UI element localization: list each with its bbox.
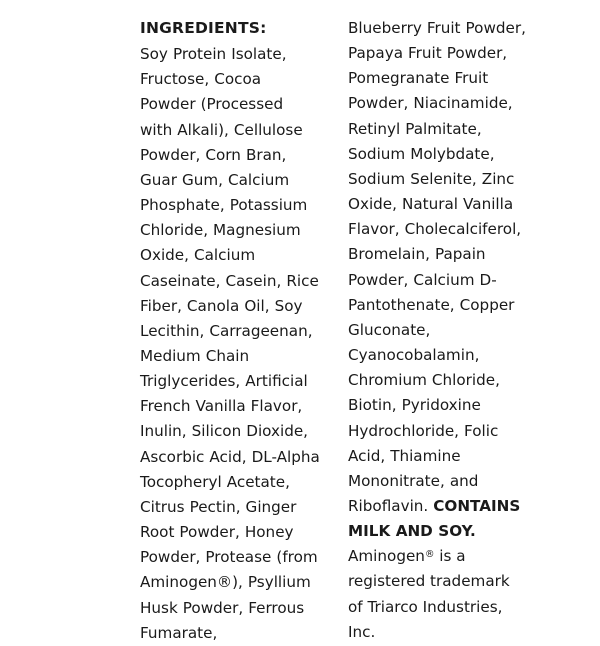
ingredients-right-text bbox=[348, 16, 528, 544]
trademark-note-rest: is a registered trademark of Triarco Industries, Inc. bbox=[348, 547, 510, 641]
ingredients-heading: INGREDIENTS: bbox=[140, 19, 267, 37]
trademark-note bbox=[348, 544, 528, 645]
left-column bbox=[140, 16, 320, 646]
registered-trademark-icon: ® bbox=[424, 549, 435, 561]
ingredients-left-text: Soy Protein Isolate, Fructose, Cocoa Powder (Processed with Alkali), Cellulose Powder, Corn Bran, Guar Gum, Calcium Phosphate, Potassium Chloride, Magnesium Oxide, Calcium Caseinate, Casein, Rice Fiber, Canola Oil, Soy Lecithin, Carrageenan, Medium Chain Triglycerides, Artificial French Vanilla Flavor, Inulin, Silicon Dioxide, Ascorbic Acid, DL-Alpha Tocopheryl Acetate, Citrus Pectin, Ginger Root Powder, Honey Powder, Protease (from Aminogen®), Psyllium Husk Powder, Ferrous Fumarate, bbox=[140, 45, 320, 642]
trademark-note-brand: Aminogen bbox=[348, 547, 425, 566]
allergen-statement: CONTAINS MILK AND SOY. bbox=[348, 496, 521, 541]
ingredients-right-continuation: Blueberry Fruit Powder, Papaya Fruit Powder, Pomegranate Fruit Powder, Niacinamide, Retinyl Palmitate, Sodium Molybdate, Sodium Selenite, Zinc Oxide, Natural Vanilla Flavor, Cholecalciferol, Bromelain, Papain Powder, Calcium D-Pantothenate, Copper Gluconate, Cyanocobalamin, Chromium Chloride, Biotin, Pyridoxine Hydrochloride, Folic Acid, Thiamine Mononitrate, and Riboflavin. bbox=[348, 19, 526, 515]
right-column bbox=[348, 16, 528, 645]
